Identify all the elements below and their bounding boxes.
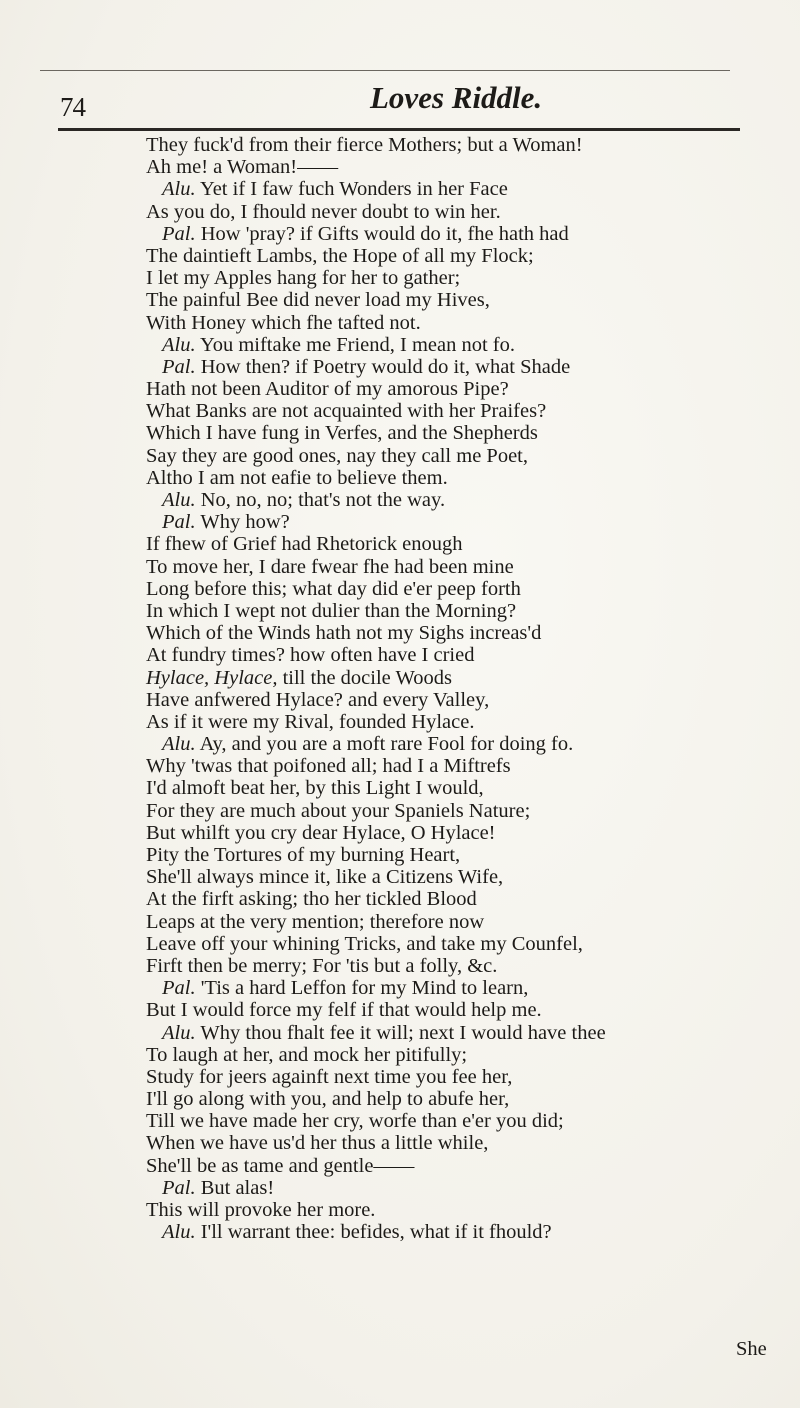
text-line	[146, 1022, 776, 1044]
line-text: The painful Bee did never load my Hives,	[146, 289, 490, 312]
line-text: Say they are good ones, nay they call me Poet,	[146, 444, 528, 467]
top-edge-rule	[40, 70, 730, 71]
text-line	[146, 689, 776, 711]
text-line	[146, 1221, 776, 1243]
speaker-label: Alu.	[162, 333, 196, 356]
line-text: Which I have fung in Verfes, and the Shepherds	[146, 422, 538, 445]
line-text: To move her, I dare fwear fhe had been mine	[146, 555, 514, 578]
line-text: Pity the Tortures of my burning Heart,	[146, 844, 461, 866]
text-line	[146, 245, 776, 267]
text-line	[146, 1132, 776, 1154]
line-text: In which I wept not dulier than the Morning?	[146, 599, 517, 622]
line-text: 'Tis a hard Leffon for my Mind to learn,	[195, 977, 529, 1000]
speaker-label: Hylace, Hylace,	[146, 666, 278, 689]
line-text: How then? if Poetry would do it, what Shade	[195, 355, 571, 378]
line-text: As you do, I fhould never doubt to win her.	[146, 200, 501, 223]
text-line	[146, 911, 776, 933]
text-line	[146, 178, 776, 200]
text-line	[146, 533, 776, 555]
line-text: This will provoke her more.	[146, 1199, 376, 1221]
speaker-label: Pal.	[162, 1176, 196, 1199]
text-line	[146, 844, 776, 866]
text-line	[146, 955, 776, 977]
text-line	[146, 777, 776, 799]
text-line	[146, 822, 776, 844]
speaker-label: Pal.	[162, 511, 196, 534]
line-text: Why how?	[195, 511, 290, 534]
line-text: I let my Apples hang for her to gather;	[146, 267, 461, 290]
speaker-label: Alu.	[162, 733, 196, 756]
text-line	[146, 933, 776, 955]
line-text: They fuck'd from their fierce Mothers; but a Woman!	[146, 134, 583, 156]
text-line	[146, 755, 776, 777]
line-text: But I would force my felf if that would help me.	[146, 999, 542, 1022]
text-line	[146, 711, 776, 733]
line-text: Long before this; what day did e'er peep forth	[146, 577, 521, 600]
text-line	[146, 422, 776, 444]
line-text: Leave off your whining Tricks, and take my Counfel,	[146, 932, 583, 955]
line-text: Hath not been Auditor of my amorous Pipe?	[146, 378, 509, 401]
text-line	[146, 866, 776, 888]
speaker-label: Alu.	[162, 1021, 196, 1044]
text-line	[146, 400, 776, 422]
text-line	[146, 1088, 776, 1110]
speaker-label: Pal.	[162, 222, 196, 245]
line-text: No, no, no; that's not the way.	[195, 489, 446, 511]
line-text: For they are much about your Spaniels Nature;	[146, 799, 531, 822]
line-text: The daintieft Lambs, the Hope of all my Flock;	[146, 244, 534, 267]
line-text: Why 'twas that poifoned all; had I a Miftrefs	[146, 755, 511, 778]
running-title: Loves Riddle.	[370, 80, 543, 115]
line-text: When we have us'd her thus a little while,	[146, 1132, 489, 1155]
text-line	[146, 134, 776, 156]
line-text: till the docile Woods	[277, 666, 452, 689]
line-text: Ay, and you are a moft rare Fool for doing fo.	[195, 733, 574, 756]
text-line	[146, 622, 776, 644]
line-text: Till we have made her cry, worfe than e'er you did;	[146, 1110, 564, 1133]
speaker-label: Alu.	[162, 178, 196, 201]
text-line	[146, 800, 776, 822]
text-line	[146, 1044, 776, 1066]
line-text: Altho I am not eafie to believe them.	[146, 466, 448, 489]
text-line	[146, 1177, 776, 1199]
line-text: Have anfwered Hylace? and every Valley,	[146, 688, 490, 711]
text-line	[146, 267, 776, 289]
text-line	[146, 1066, 776, 1088]
line-text: At fundry times? how often have I cried	[146, 644, 475, 667]
line-text: But alas!	[195, 1176, 275, 1199]
text-line	[146, 156, 776, 178]
line-text: Yet if I faw fuch Wonders in her Face	[195, 178, 508, 201]
line-text: She'll always mince it, like a Citizens Wife,	[146, 866, 504, 889]
line-text: Study for jeers againft next time you fee her,	[146, 1065, 513, 1088]
text-line	[146, 201, 776, 223]
line-text: Leaps at the very mention; therefore now	[146, 910, 485, 933]
line-text: I'll warrant thee: befides, what if it fhould?	[195, 1221, 552, 1244]
page-header	[60, 76, 740, 132]
line-text: Firft then be merry; For 'tis but a folly, &c.	[146, 954, 498, 977]
text-line	[146, 600, 776, 622]
text-line	[146, 356, 776, 378]
line-text: Ah me! a Woman!——	[146, 156, 339, 179]
text-line	[146, 667, 776, 689]
line-text: How 'pray? if Gifts would do it, fhe hath had	[195, 222, 569, 245]
line-text: As if it were my Rival, founded Hylace.	[146, 710, 475, 733]
line-text: Why thou fhalt fee it will; next I would have thee	[195, 1021, 606, 1044]
speaker-label: Alu.	[162, 1221, 196, 1244]
text-line	[146, 578, 776, 600]
line-text: She'll be as tame and gentle——	[146, 1154, 415, 1177]
line-text: If fhew of Grief had Rhetorick enough	[146, 533, 463, 556]
text-line	[146, 312, 776, 334]
line-text: What Banks are not acquainted with her Praifes?	[146, 400, 547, 423]
line-text: I'd almoft beat her, by this Light I would,	[146, 777, 484, 800]
text-line	[146, 467, 776, 489]
text-line	[146, 1155, 776, 1177]
line-text: Which of the Winds hath not my Sighs increas'd	[146, 622, 542, 645]
page-number: 74	[60, 92, 85, 122]
line-text: To laugh at her, and mock her pitifully;	[146, 1043, 468, 1066]
line-text: With Honey which fhe tafted not.	[146, 311, 421, 334]
header-rule	[58, 128, 740, 131]
text-line	[146, 1199, 776, 1221]
text-line	[146, 888, 776, 910]
text-line	[146, 223, 776, 245]
line-text: But whilft you cry dear Hylace, O Hylace!	[146, 821, 496, 844]
text-line	[146, 445, 776, 467]
text-line	[146, 977, 776, 999]
text-line	[146, 556, 776, 578]
text-line	[146, 999, 776, 1021]
catchword: She	[736, 1338, 767, 1360]
text-line	[146, 644, 776, 666]
text-line	[146, 378, 776, 400]
text-line	[146, 733, 776, 755]
speaker-label: Pal.	[162, 355, 196, 378]
line-text: You miftake me Friend, I mean not fo.	[195, 333, 516, 356]
line-text: I'll go along with you, and help to abufe her,	[146, 1088, 510, 1111]
text-line	[146, 489, 776, 511]
line-text: At the firft asking; tho her tickled Blood	[146, 888, 477, 911]
text-line	[146, 289, 776, 311]
text-line	[146, 334, 776, 356]
play-text	[146, 134, 776, 1243]
text-line	[146, 511, 776, 533]
text-line	[146, 1110, 776, 1132]
speaker-label: Alu.	[162, 489, 196, 511]
speaker-label: Pal.	[162, 977, 196, 1000]
